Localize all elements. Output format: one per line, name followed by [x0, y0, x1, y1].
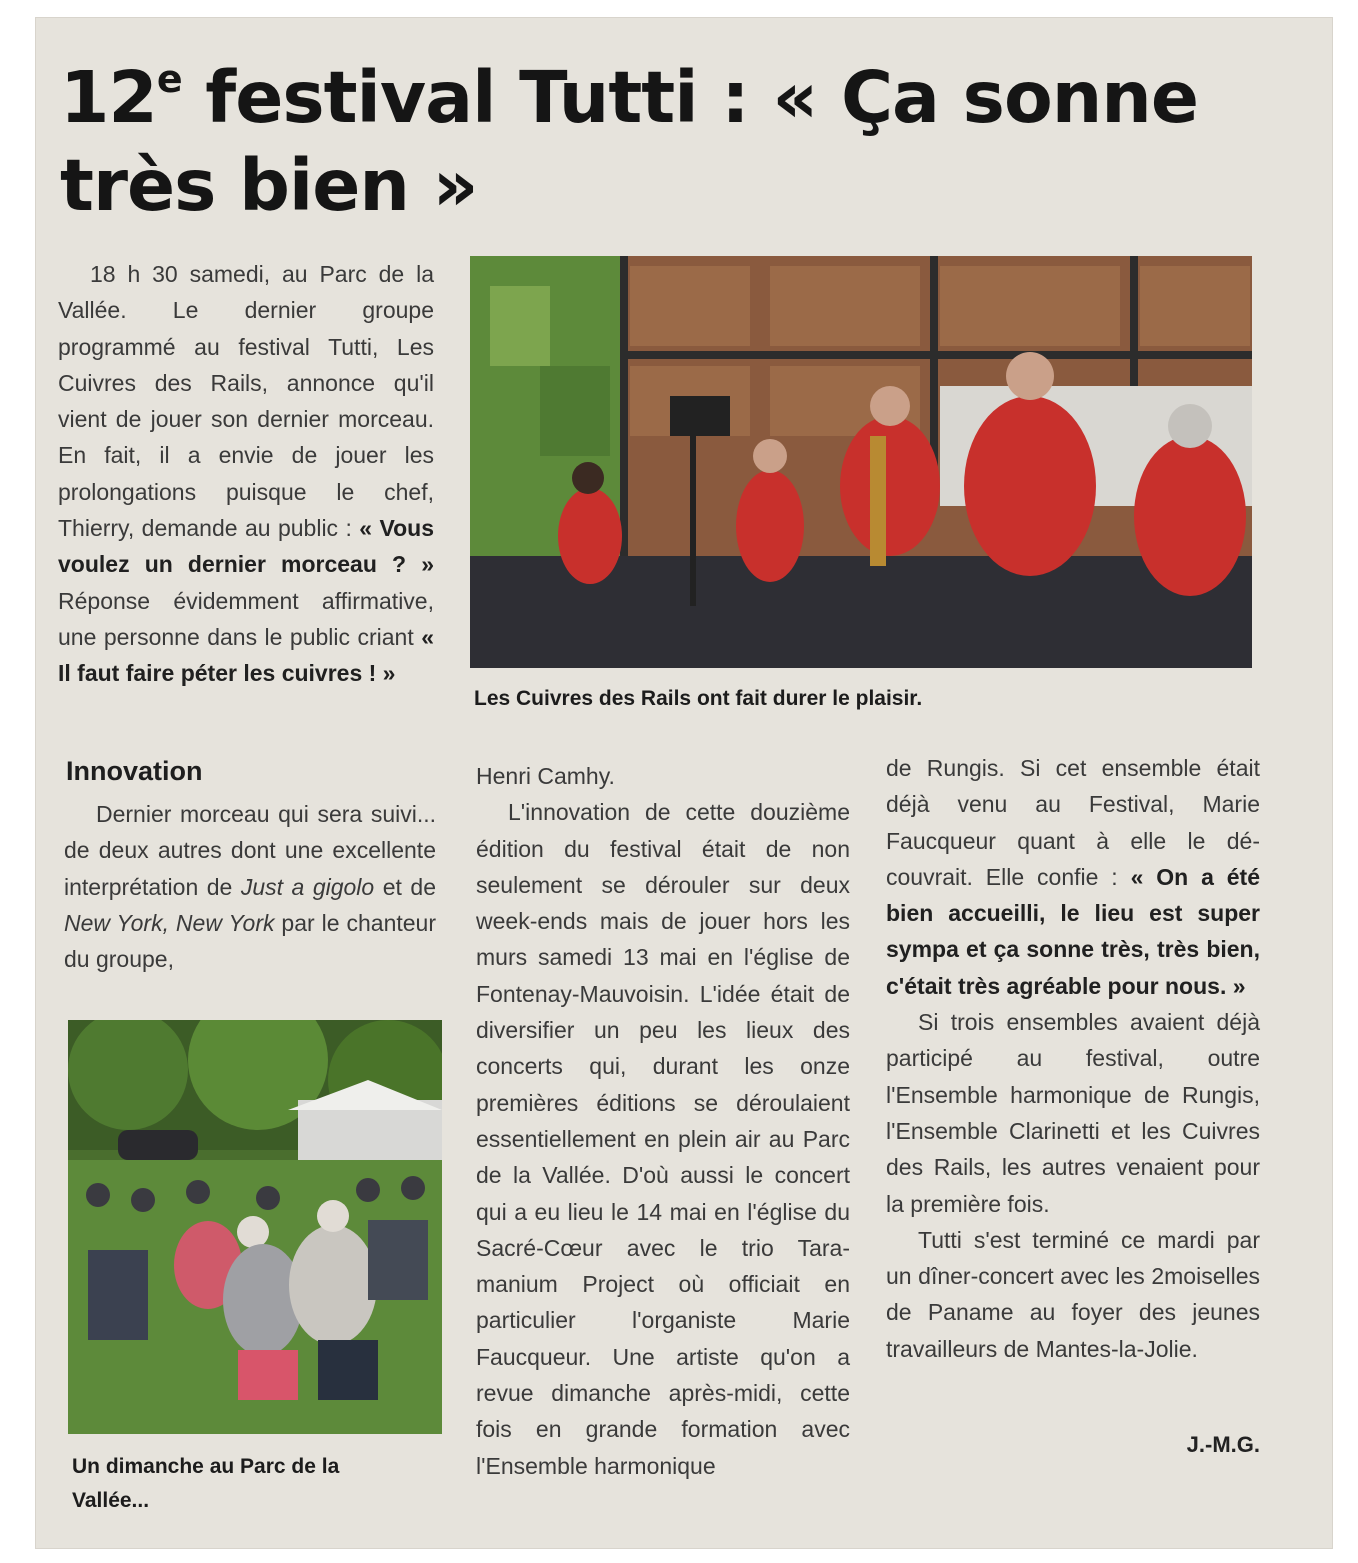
col3-text-1: de Rungis. Si cet ensemble était déjà venu au Festival, Marie Faucqueur quant à elle le découvrait. Elle confie : [886, 755, 1260, 890]
lead-quote-2: « Il faut faire péter les cuivres ! » [58, 623, 434, 687]
column-3-text [886, 750, 1260, 1367]
park-photo-caption: Un dimanche au Parc de la Vallée... [72, 1455, 340, 1512]
lead-text: 18 h 30 samedi, au Parc de la Vallée. Le dernier groupe programmé au festival Tutti, Les Cuivres des Rails, annonce qu'il vient de jouer son dernier morceau. En fait, il a envie de jouer les prolongations puisque le chef, Thierry, demande au public : [58, 261, 434, 542]
col1-song-2: New York, New York [64, 909, 275, 936]
col1-song-1: Just a gigolo [240, 873, 375, 900]
col3-quote: « On a été bien accueilli, le lieu est super sympa et ça sonne très, très bien, c'était très agréable pour nous. » [886, 863, 1260, 999]
lead-paragraph [58, 256, 434, 692]
headline-text: festival Tutti : « Ça sonne très bien » [60, 56, 1198, 227]
section-subhead: Innovation [66, 756, 203, 786]
col1-text-3: par le chanteur du groupe, [64, 909, 436, 973]
headline [60, 54, 1290, 230]
park-photo [68, 1020, 442, 1434]
headline-number: 12 [60, 56, 157, 139]
column-1-text [64, 796, 436, 977]
col2-paragraph-1: L'innovation de cette douzième édition du festival était de non seulement se dérouler sur deux week-ends mais de jouer hors les murs samedi 13 mai en l'église de Fontenay-Mauvoisin. L'idée était de diversifier un peu les lieux des concerts qui, durant les onze premières éditions se déroulaient essentiellement en plein air au Parc de la Vallée. D'où aussi le concert qui a eu lieu le 14 mai en l'église du Sacré-Cœur avec le trio Taramanium Project où officiait en particulier l'organiste Marie Faucqueur. Une artiste qu'on a revue dimanche après-midi, cette fois en grande formation avec l'Ensemble harmonique [476, 799, 850, 1479]
lead-text-2: Réponse évidemment affirmative, une personne dans le public criant [58, 587, 434, 650]
author-signature: J.-M.G. [1186, 1432, 1260, 1457]
column-2-text [476, 758, 850, 1484]
band-photo-caption: Les Cuivres des Rails ont fait durer le plaisir. [474, 687, 923, 710]
headline-superscript: e [156, 57, 182, 101]
lead-quote-1: « Vous voulez un dernier morceau ? » [58, 515, 434, 578]
col3-paragraph-3: Tutti s'est terminé ce mardi par un dîner-concert avec les 2moiselles de Paname au foyer des jeunes travailleurs de Mantes-la-Jolie. [886, 1226, 1260, 1362]
band-photo [470, 256, 1252, 668]
col2-paragraph-0: Henri Camhy. [476, 763, 615, 789]
col1-text-1: Dernier morceau qui sera suivi... de deux autres dont une excellente interprétation de [64, 801, 436, 900]
col3-paragraph-2: Si trois ensembles avaient déjà participé au festival, outre l'Ensemble harmonique de Rungis, l'Ensemble Clarinetti et les Cuivres des Rails, les autres venaient pour la première fois. [886, 1009, 1260, 1217]
col1-text-2: et de [374, 873, 436, 900]
newspaper-clipping [36, 18, 1332, 1548]
